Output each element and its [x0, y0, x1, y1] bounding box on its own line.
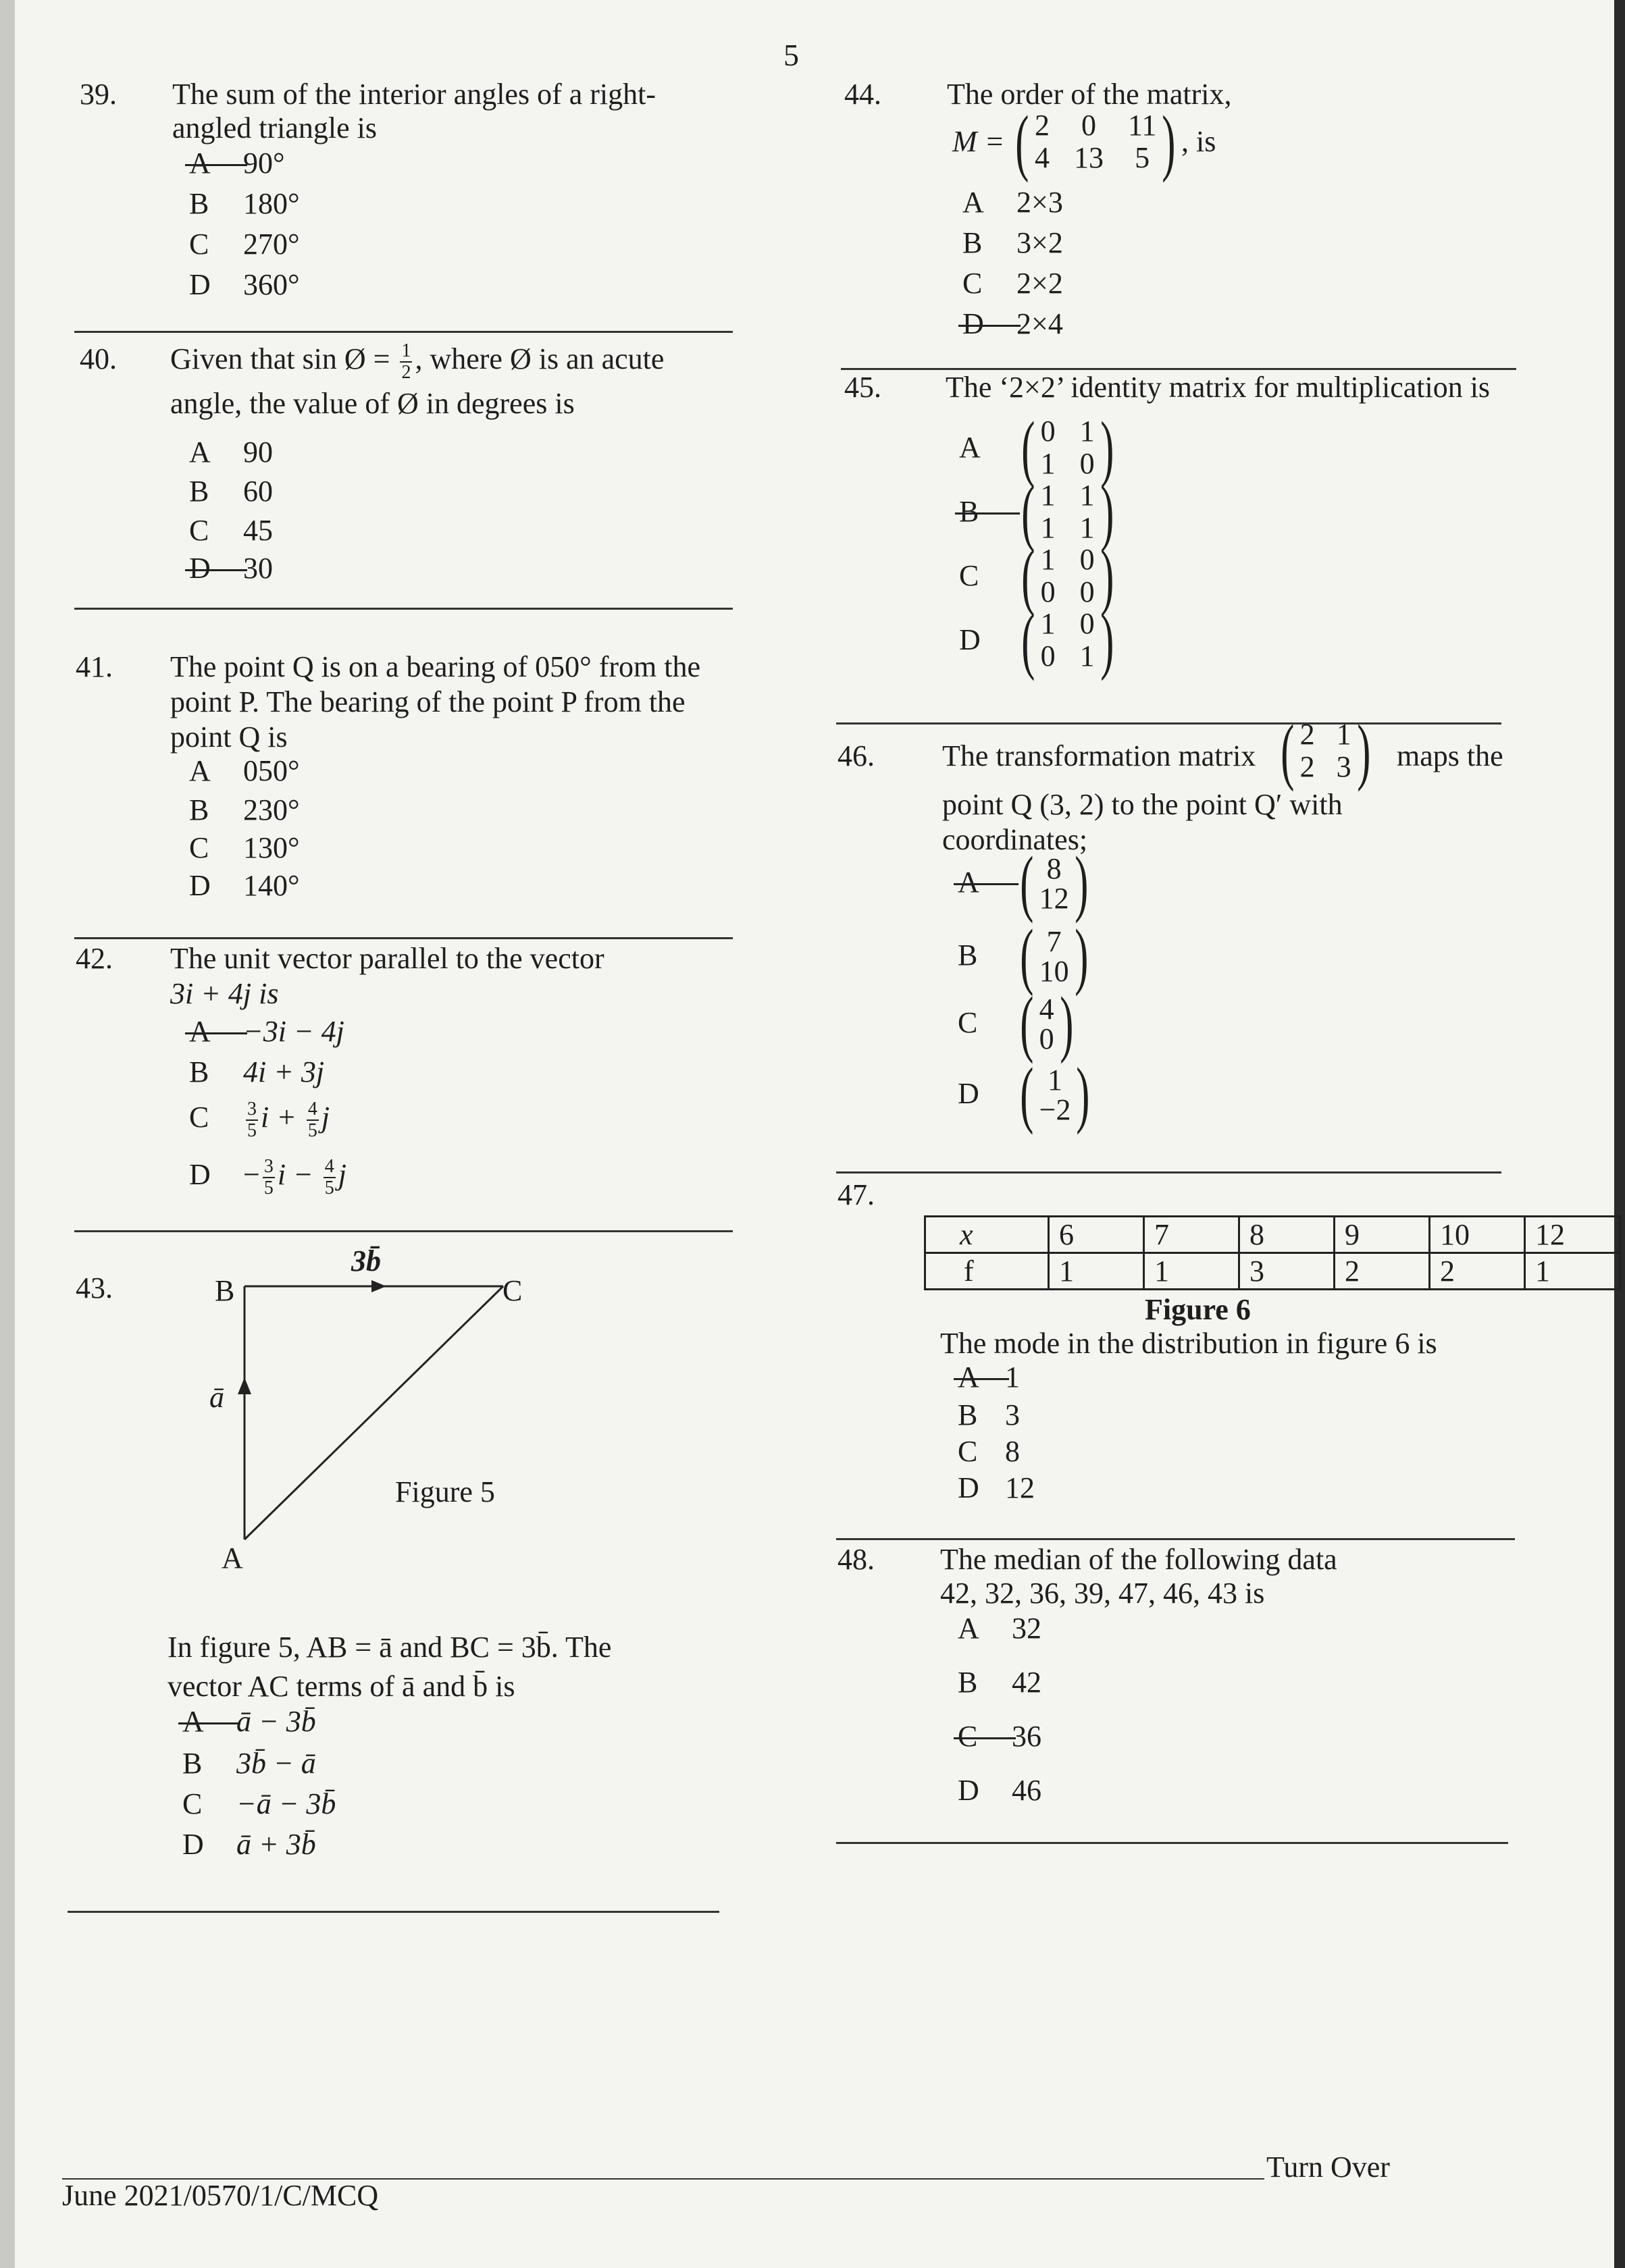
option-a[interactable]: A ( 8 12 ): [958, 841, 1089, 924]
fraction: $\frac{4}{5}$: [307, 1098, 317, 1141]
question-stem: The order of the matrix,: [947, 78, 1232, 111]
table-cell: 8: [1239, 1217, 1335, 1253]
option-letter: D: [958, 1077, 979, 1110]
option-letter: B: [958, 939, 978, 972]
option-a[interactable]: A ( 0 1 1 0 ): [959, 406, 1114, 489]
question-stem: The transformation matrix: [942, 739, 1256, 772]
table-row: [925, 1253, 1620, 1290]
table-cell: 12: [1525, 1217, 1620, 1253]
option-b[interactable]: B 60: [189, 475, 273, 508]
scan-right-edge: [1614, 0, 1625, 2268]
fraction: $\frac{4}{5}$: [324, 1155, 334, 1198]
fraction: $\frac{3}{5}$: [263, 1155, 274, 1198]
option-d[interactable]: D 30: [189, 548, 273, 589]
option-d[interactable]: D 140°: [189, 869, 300, 902]
question-number: 48.: [837, 1543, 875, 1576]
option-b[interactable]: B 230°: [189, 793, 300, 826]
question-number: 46.: [837, 739, 875, 772]
option-letter: D: [959, 623, 981, 656]
option-d[interactable]: D 46: [958, 1774, 1041, 1807]
figure-5-caption: Figure 5: [395, 1475, 495, 1508]
table-cell: 6: [1049, 1217, 1144, 1253]
divider: [68, 1911, 719, 1913]
option-a[interactable]: A 90: [189, 436, 273, 469]
page-number: 5: [783, 38, 799, 72]
option-c[interactable]: C 36: [958, 1716, 1041, 1757]
table-cell: 9: [1335, 1217, 1430, 1253]
option-letter: B: [959, 492, 1016, 532]
option-a[interactable]: A 1: [958, 1357, 1020, 1398]
question-stem: The point Q is on a bearing of 050° from the: [170, 650, 700, 683]
row-header-x: x: [925, 1217, 1049, 1253]
table-cell: 7: [1144, 1217, 1239, 1253]
question-stem: The ‘2×2’ identity matrix for multiplication is: [946, 371, 1491, 404]
question-number: 42.: [76, 942, 113, 975]
option-a[interactable]: A 2×3: [962, 186, 1063, 219]
table-cell: 1: [1525, 1253, 1620, 1290]
option-c[interactable]: C ( 1 0 0 0 ): [959, 535, 1114, 617]
option-d[interactable]: D 2×4: [962, 304, 1063, 344]
question-number: 39.: [80, 78, 117, 111]
option-letter: A: [959, 431, 981, 464]
turn-over-label: Turn Over: [1266, 2151, 1390, 2184]
option-c[interactable]: C 2×2: [962, 267, 1063, 300]
divider: [74, 331, 733, 333]
divider: [836, 1171, 1501, 1173]
point-a: A: [222, 1541, 243, 1575]
option-c[interactable]: C 130°: [189, 831, 300, 864]
option-b[interactable]: B ( 7 10 ): [958, 914, 1089, 997]
table-cell: 2: [1430, 1253, 1525, 1290]
label-a: ā: [209, 1381, 224, 1414]
option-letter: C: [959, 559, 979, 592]
fraction: $\frac{1}{2}$: [401, 340, 411, 383]
label-3b: 3b̄: [351, 1244, 381, 1277]
option-d[interactable]: D 360°: [189, 268, 300, 301]
option-c[interactable]: C ( 4 0 ): [958, 982, 1074, 1064]
option-d[interactable]: D ( 1 −2 ): [958, 1053, 1090, 1135]
option-letter: A: [958, 862, 1014, 903]
question-stem: Given that sin Ø = $\frac{1}{2}$ , where Ø is an acute: [170, 340, 665, 383]
option-b[interactable]: B 4i + 3j: [189, 1055, 325, 1088]
table-row: [925, 1217, 1620, 1253]
question-stem: point P. The bearing of the point P from the: [170, 685, 686, 718]
question-number: 43.: [76, 1271, 113, 1304]
fraction: $\frac{3}{5}$: [247, 1098, 257, 1141]
question-stem: In figure 5, AB = ā and BC = 3b̄. The: [167, 1631, 612, 1664]
divider: [836, 1842, 1508, 1844]
option-a[interactable]: A 050°: [189, 754, 300, 787]
divider: [74, 1230, 733, 1232]
option-d[interactable]: D ā + 3b̄: [182, 1828, 316, 1861]
question-stem: 42, 32, 36, 39, 47, 46, 43 is: [940, 1577, 1265, 1610]
question-stem: point Q (3, 2) to the point Q′ with: [942, 788, 1343, 821]
option-c[interactable]: C 8: [958, 1435, 1020, 1468]
question-stem: point Q is: [170, 720, 288, 754]
option-a[interactable]: A ā − 3b̄: [182, 1702, 316, 1742]
option-d[interactable]: D 12: [958, 1471, 1035, 1504]
question-stem: The mode in the distribution in figure 6 is: [940, 1327, 1437, 1360]
question-number: 47.: [837, 1178, 875, 1211]
question-stem: angled triangle is: [172, 111, 378, 144]
table-cell: 1: [1144, 1253, 1239, 1290]
question-stem: coordinates;: [942, 823, 1088, 856]
option-a[interactable]: A −3i − 4j: [189, 1011, 344, 1052]
frequency-table: [924, 1215, 1621, 1290]
question-stem: angle, the value of Ø in degrees is: [170, 387, 575, 420]
row-header-f: f: [925, 1253, 1049, 1290]
divider: [836, 722, 1501, 724]
option-b[interactable]: B 3b̄ − ā: [182, 1747, 316, 1780]
option-b[interactable]: B ( 1 1 1 1 ): [959, 471, 1114, 553]
option-d[interactable]: D − $\frac{3}{5}$ i − $\frac{4}{5}$ j: [189, 1155, 346, 1198]
option-b[interactable]: B 42: [958, 1666, 1041, 1699]
question-stem: The unit vector parallel to the vector: [170, 942, 604, 975]
option-a[interactable]: A 90°: [189, 143, 285, 184]
option-b[interactable]: B 3×2: [962, 226, 1063, 259]
figure-5-triangle: [203, 1242, 554, 1566]
matrix-m: M = ( 2 4 0 13 11 5 ) , is: [952, 101, 1216, 183]
transformation-matrix: ( 2 2 1 3 ): [1281, 710, 1371, 792]
table-cell: 3: [1239, 1253, 1335, 1290]
question-stem: The sum of the interior angles of a right-: [172, 78, 656, 111]
figure-6-caption: Figure 6: [1145, 1293, 1251, 1326]
question-number: 40.: [80, 342, 117, 375]
question-stem: 3i + 4j is: [170, 977, 279, 1010]
option-c[interactable]: C $\frac{3}{5}$ i + $\frac{4}{5}$ j: [189, 1098, 330, 1141]
divider: [74, 608, 733, 610]
table-cell: 1: [1049, 1253, 1144, 1290]
question-number: 45.: [844, 371, 881, 404]
option-b[interactable]: B 3: [958, 1398, 1020, 1431]
table-cell: 10: [1430, 1217, 1525, 1253]
point-c: C: [502, 1274, 523, 1307]
question-stem: maps the: [1397, 739, 1503, 772]
point-b: B: [215, 1274, 235, 1307]
question-number: 41.: [76, 650, 113, 683]
option-c[interactable]: C 270°: [189, 228, 300, 261]
question-stem: vector AC terms of ā and b̄ is: [167, 1670, 515, 1703]
option-b[interactable]: B 180°: [189, 187, 300, 220]
option-a[interactable]: A 32: [958, 1612, 1041, 1645]
option-c[interactable]: C 45: [189, 514, 273, 547]
scan-left-shadow: [0, 0, 15, 2268]
paper-code: June 2021/0570/1/C/MCQ: [62, 2179, 379, 2212]
option-c[interactable]: C −ā − 3b̄: [182, 1787, 336, 1820]
option-d[interactable]: D ( 1 0 0 1 ): [959, 599, 1114, 681]
question-number: 44.: [844, 78, 881, 111]
question-stem: The median of the following data: [940, 1543, 1337, 1576]
option-letter: C: [958, 1006, 978, 1039]
table-cell: 2: [1335, 1253, 1430, 1290]
